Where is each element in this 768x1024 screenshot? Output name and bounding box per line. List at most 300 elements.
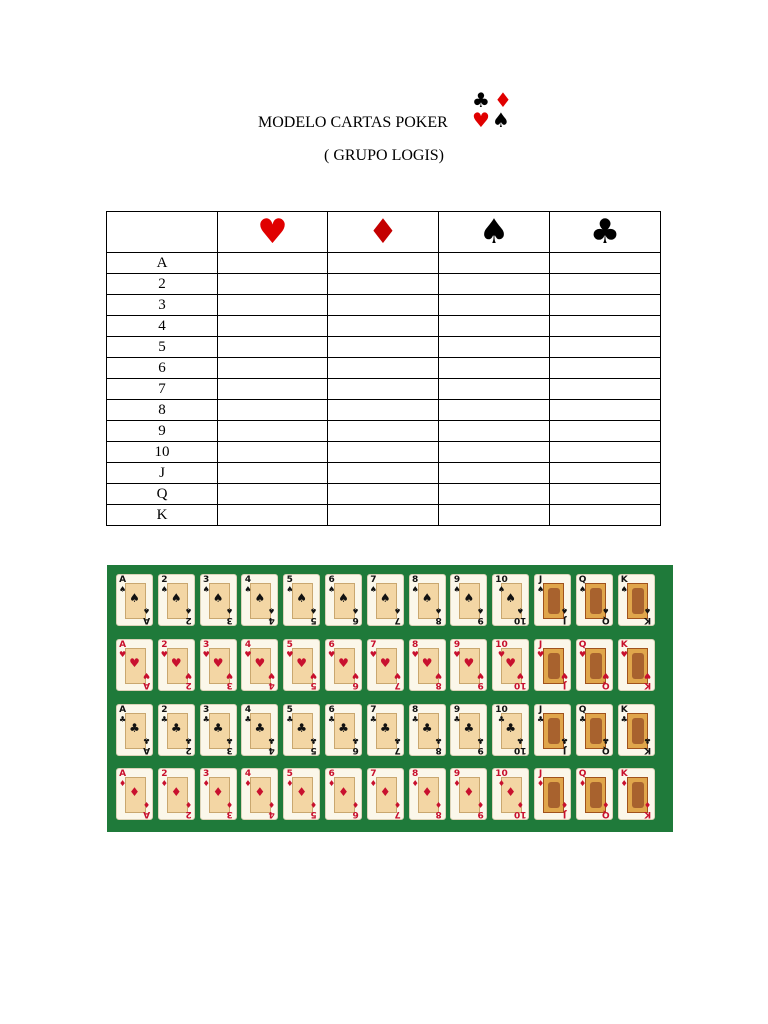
diamond-icon: ♦ <box>537 779 545 788</box>
card-rank: 4 <box>268 745 275 755</box>
card-rank: Q <box>578 575 587 585</box>
card-rank: 5 <box>310 809 317 819</box>
empty-cell <box>328 274 439 295</box>
card-corner-index <box>644 671 651 689</box>
table-row <box>107 505 661 526</box>
card-rank: 7 <box>394 680 401 690</box>
club-icon: ♣ <box>477 736 485 745</box>
rank-label: 6 <box>107 358 218 379</box>
playing-card <box>534 768 571 820</box>
card-corner-index <box>310 671 317 689</box>
spade-icon: ♠ <box>296 591 308 605</box>
card-corner-index <box>394 606 401 624</box>
card-corner-index <box>514 671 527 689</box>
heart-icon: ♥ <box>393 671 401 680</box>
heart-icon: ♥ <box>497 650 506 659</box>
spade-icon: ♠ <box>129 591 140 605</box>
heart-icon: ♥ <box>170 656 182 670</box>
card-corner-index <box>352 606 359 624</box>
club-icon: ♣ <box>497 715 506 724</box>
empty-cell <box>328 400 439 421</box>
diamond-icon: ♦ <box>453 779 461 788</box>
spade-icon: ♠ <box>142 606 150 615</box>
card-rank: 7 <box>394 745 401 755</box>
card-rank: 2 <box>161 769 168 779</box>
heart-icon: ♥ <box>184 671 192 680</box>
card-rank: J <box>562 809 567 819</box>
card-rank: Q <box>578 769 587 779</box>
card-rank: Q <box>578 640 587 650</box>
card-rank: 6 <box>352 745 359 755</box>
playing-card <box>492 639 529 691</box>
playing-card <box>534 574 571 626</box>
card-rank: 6 <box>328 640 335 650</box>
playing-card <box>283 574 320 626</box>
card-rank: A <box>142 745 150 755</box>
club-icon: ♣ <box>286 715 294 724</box>
card-corner-index <box>537 576 544 594</box>
playing-card <box>200 768 237 820</box>
card-rank: 3 <box>226 745 234 755</box>
empty-cell <box>550 484 661 505</box>
card-rank: 10 <box>513 680 527 690</box>
playing-card <box>325 704 362 756</box>
heart-icon: ♥ <box>463 656 475 670</box>
card-rank: J <box>538 640 543 650</box>
card-rank: 9 <box>453 575 461 585</box>
card-rank: Q <box>578 705 587 715</box>
table-row <box>107 421 661 442</box>
card-rank: J <box>562 745 567 755</box>
diamond-icon: ♦ <box>620 779 628 788</box>
playing-card <box>492 704 529 756</box>
card-corner-index <box>226 671 233 689</box>
rank-label: 2 <box>107 274 218 295</box>
diamond-icon: ♦ <box>477 800 485 809</box>
empty-cell <box>328 379 439 400</box>
spade-icon: ♠ <box>453 585 461 594</box>
diamond-icon: ♦ <box>560 800 568 809</box>
diamond-icon: ♦ <box>435 800 443 809</box>
diamond-icon: ♦ <box>602 800 610 809</box>
empty-cell <box>439 484 550 505</box>
card-corner-index <box>514 736 527 754</box>
playing-card <box>158 639 195 691</box>
card-rank: A <box>119 705 127 715</box>
diamond-icon: ♦ <box>338 785 349 799</box>
spade-icon: ♠ <box>435 606 443 615</box>
empty-cell <box>218 337 328 358</box>
suit-header-cell <box>328 212 439 253</box>
card-corner-index <box>514 606 527 624</box>
card-rank: A <box>142 680 150 690</box>
card-rank: 8 <box>435 615 443 625</box>
card-corner-index <box>477 606 484 624</box>
diamond-icon: ♦ <box>516 800 524 809</box>
club-icon: ♣ <box>338 721 349 735</box>
table-row <box>107 484 661 505</box>
club-icon: ♣ <box>310 736 318 745</box>
card-rank: 3 <box>203 640 210 650</box>
rank-label: 10 <box>107 442 218 463</box>
playing-card <box>367 704 404 756</box>
diamond-icon: ♦ <box>497 779 506 788</box>
card-corner-index <box>561 800 568 818</box>
heart-icon: ♥ <box>579 650 587 659</box>
card-rank: K <box>644 680 652 690</box>
card-rank: 4 <box>244 705 252 715</box>
playing-card <box>409 574 446 626</box>
card-corner-index <box>310 800 317 818</box>
empty-cell <box>439 295 550 316</box>
spade-icon: ♠ <box>328 585 336 594</box>
club-icon: ♣ <box>453 715 461 724</box>
card-corner-index <box>435 800 442 818</box>
card-corner-index <box>644 800 651 818</box>
diamond-icon: ♦ <box>328 779 336 788</box>
playing-card <box>450 704 487 756</box>
card-rank: J <box>538 769 543 779</box>
card-rank: 9 <box>453 769 461 779</box>
empty-cell <box>439 505 550 526</box>
heart-icon: ♥ <box>602 671 610 680</box>
card-rank: 4 <box>244 575 252 585</box>
card-corner-index <box>310 606 317 624</box>
spade-icon: ♠ <box>505 591 517 605</box>
rank-label: 5 <box>107 337 218 358</box>
card-rank: 3 <box>226 680 234 690</box>
card-rank: 3 <box>203 769 210 779</box>
diamond-icon: ♦ <box>202 779 210 788</box>
card-rank: Q <box>602 680 610 690</box>
empty-cell <box>439 421 550 442</box>
spade-icon: ♠ <box>170 591 182 605</box>
empty-cell <box>439 463 550 484</box>
card-rank: 10 <box>495 640 508 650</box>
card-corner-index <box>268 606 275 624</box>
playing-card <box>367 768 404 820</box>
card-rank: K <box>620 705 628 715</box>
diamond-icon: ♦ <box>494 88 512 112</box>
heart-icon: ♥ <box>119 650 127 659</box>
club-icon: ♣ <box>393 736 401 745</box>
heart-icon: ♥ <box>244 650 252 659</box>
card-rank: 6 <box>352 615 359 625</box>
playing-card <box>534 639 571 691</box>
spade-icon: ♠ <box>421 591 433 605</box>
page-subtitle: ( GRUPO LOGIS) <box>324 147 444 164</box>
card-rank: 9 <box>477 680 484 690</box>
card-rank: K <box>644 809 652 819</box>
card-rank: 4 <box>268 615 275 625</box>
diamond-icon: ♦ <box>268 800 276 809</box>
empty-cell <box>218 358 328 379</box>
heart-icon: ♥ <box>421 656 433 670</box>
spade-icon: ♠ <box>379 591 391 605</box>
card-rank: 6 <box>328 705 335 715</box>
card-rank: 4 <box>268 809 275 819</box>
card-rank: J <box>562 680 567 690</box>
rank-label: 7 <box>107 379 218 400</box>
card-rank: 7 <box>370 705 377 715</box>
card-rank: K <box>644 745 652 755</box>
playing-card <box>283 768 320 820</box>
club-icon: ♣ <box>129 721 140 735</box>
card-rank: 4 <box>244 769 252 779</box>
club-icon: ♣ <box>119 715 127 724</box>
card-rank: K <box>620 769 628 779</box>
empty-cell <box>550 295 661 316</box>
card-rank: 8 <box>435 680 443 690</box>
spade-icon: ♠ <box>560 606 568 615</box>
card-corner-index <box>435 606 442 624</box>
diamond-icon: ♦ <box>160 779 168 788</box>
empty-cell <box>328 505 439 526</box>
diamond-icon: ♦ <box>254 785 266 799</box>
playing-card <box>283 639 320 691</box>
empty-cell <box>328 253 439 274</box>
card-corner-index <box>602 671 610 689</box>
heart-icon: ♥ <box>160 650 168 659</box>
card-rank: 2 <box>161 705 168 715</box>
empty-cell <box>550 337 661 358</box>
playing-card <box>116 639 153 691</box>
card-corner-index <box>579 706 587 724</box>
table-row <box>107 337 661 358</box>
diamond-icon: ♦ <box>310 800 318 809</box>
card-rank: 2 <box>185 809 192 819</box>
diamond-icon: ♦ <box>184 800 192 809</box>
card-rank: 5 <box>286 575 293 585</box>
card-rank: A <box>142 809 150 819</box>
rank-label: 3 <box>107 295 218 316</box>
rank-label: 4 <box>107 316 218 337</box>
spade-icon: ♠ <box>369 585 377 594</box>
club-icon: ♣ <box>435 736 443 745</box>
card-corner-index <box>621 770 628 788</box>
spade-icon: ♠ <box>463 591 475 605</box>
empty-cell <box>328 358 439 379</box>
card-rank: 4 <box>244 640 252 650</box>
card-corner-index <box>537 706 544 724</box>
card-rank: 10 <box>513 745 527 755</box>
diamond-icon: ♦ <box>244 779 252 788</box>
card-corner-index <box>561 671 568 689</box>
card-corner-index <box>268 671 275 689</box>
card-rank: 7 <box>370 769 377 779</box>
club-icon: ♣ <box>328 715 336 724</box>
card-rank: K <box>620 640 628 650</box>
empty-cell <box>328 463 439 484</box>
card-corner-index <box>185 671 192 689</box>
empty-cell <box>218 379 328 400</box>
empty-cell <box>328 295 439 316</box>
spade-icon: ♠ <box>338 591 349 605</box>
spade-icon: ♠ <box>393 606 401 615</box>
club-icon: ♣ <box>560 736 568 745</box>
heart-icon: ♥ <box>472 108 490 132</box>
table-row <box>107 400 661 421</box>
empty-cell <box>439 379 550 400</box>
card-rank: 7 <box>370 575 377 585</box>
table-row <box>107 274 661 295</box>
card-corner-index <box>579 770 587 788</box>
playing-card <box>325 768 362 820</box>
card-rank: 3 <box>203 575 210 585</box>
diamond-icon: ♦ <box>505 785 517 799</box>
table-row <box>107 442 661 463</box>
club-icon: ♣ <box>369 715 377 724</box>
diamond-icon: ♦ <box>369 779 377 788</box>
table-row <box>107 295 661 316</box>
card-corner-index <box>226 736 233 754</box>
card-rank: 5 <box>286 705 293 715</box>
empty-cell <box>550 421 661 442</box>
empty-cell <box>328 421 439 442</box>
heart-icon: ♥ <box>202 650 210 659</box>
diamond-icon: ♦ <box>296 785 308 799</box>
title-row <box>0 88 768 138</box>
card-corner-index <box>394 800 401 818</box>
card-corner-index <box>561 606 568 624</box>
card-corner-index <box>644 606 651 624</box>
page-title: MODELO CARTAS POKER <box>258 114 448 131</box>
empty-cell <box>439 442 550 463</box>
card-corner-index <box>394 671 401 689</box>
card-rank: 6 <box>352 680 359 690</box>
card-rank: 9 <box>477 615 484 625</box>
playing-card <box>409 639 446 691</box>
diamond-icon: ♦ <box>212 785 224 799</box>
card-corner-index <box>185 800 192 818</box>
playing-card <box>241 639 278 691</box>
card-rank: 8 <box>412 575 419 585</box>
playing-card <box>116 704 153 756</box>
card-rank: 8 <box>412 640 419 650</box>
empty-cell <box>550 463 661 484</box>
heart-icon: ♥ <box>435 671 443 680</box>
heart-icon: ♥ <box>310 671 318 680</box>
spade-icon: ♠ <box>226 606 234 615</box>
spade-icon: ♠ <box>286 585 294 594</box>
rank-label: A <box>107 253 218 274</box>
club-icon: ♣ <box>170 721 182 735</box>
card-corner-index <box>352 736 359 754</box>
table-row <box>107 379 661 400</box>
card-corner-index <box>352 800 359 818</box>
card-rank: 2 <box>161 640 168 650</box>
spade-icon: ♠ <box>202 585 210 594</box>
empty-cell <box>550 379 661 400</box>
empty-cell <box>218 484 328 505</box>
spade-icon: ♠ <box>351 606 359 615</box>
card-corner-index <box>621 706 628 724</box>
club-icon: ♣ <box>142 736 150 745</box>
card-rank: 2 <box>161 575 168 585</box>
rank-label: K <box>107 505 218 526</box>
spade-icon: ♠ <box>620 585 628 594</box>
heart-icon: ♥ <box>379 656 391 670</box>
card-rank: 2 <box>185 745 192 755</box>
empty-cell <box>550 253 661 274</box>
playing-card <box>367 639 404 691</box>
club-icon: ♣ <box>537 715 545 724</box>
club-icon: ♣ <box>254 721 266 735</box>
diamond-icon: ♦ <box>579 779 587 788</box>
playing-card <box>618 639 655 691</box>
card-corner-index <box>435 736 442 754</box>
suit-header-cell <box>218 212 328 253</box>
heart-icon: ♥ <box>453 650 461 659</box>
heart-icon: ♥ <box>477 671 485 680</box>
diamond-icon: ♦ <box>379 785 391 799</box>
card-rank: 6 <box>328 769 335 779</box>
table-row <box>107 316 661 337</box>
diamond-icon: ♦ <box>286 779 294 788</box>
empty-cell <box>439 337 550 358</box>
playing-card <box>409 704 446 756</box>
card-rank: 5 <box>310 615 317 625</box>
card-rank: A <box>119 575 127 585</box>
card-rank: K <box>620 575 628 585</box>
playing-card <box>618 768 655 820</box>
playing-card <box>325 639 362 691</box>
card-rank: 10 <box>513 809 527 819</box>
card-rank: 3 <box>226 615 234 625</box>
card-corner-index <box>579 576 587 594</box>
card-corner-index <box>310 736 317 754</box>
card-rank: 9 <box>477 745 484 755</box>
card-rank: 10 <box>495 575 508 585</box>
spade-icon: ♠ <box>477 606 485 615</box>
playing-card <box>534 704 571 756</box>
empty-cell <box>218 505 328 526</box>
club-icon: ♣ <box>184 736 192 745</box>
card-rank: 8 <box>412 769 419 779</box>
empty-cell <box>328 316 439 337</box>
card-rank: 3 <box>226 809 234 819</box>
playing-card <box>325 574 362 626</box>
card-corner-index <box>537 770 544 788</box>
playing-card <box>158 768 195 820</box>
card-corner-index <box>143 736 150 754</box>
spade-icon: ♠ <box>602 606 610 615</box>
card-corner-index <box>621 576 628 594</box>
empty-cell <box>218 316 328 337</box>
empty-cell <box>550 358 661 379</box>
card-corner-index <box>226 800 233 818</box>
card-rank: 5 <box>286 769 293 779</box>
rank-label: Q <box>107 484 218 505</box>
club-icon: ♣ <box>602 736 610 745</box>
rank-label: J <box>107 463 218 484</box>
diamond-icon: ♦ <box>129 785 140 799</box>
card-rank: 5 <box>310 745 317 755</box>
empty-cell <box>218 295 328 316</box>
card-rank: 7 <box>394 809 401 819</box>
empty-cell <box>218 253 328 274</box>
card-corner-index <box>268 800 275 818</box>
spade-icon: ♠ <box>184 606 192 615</box>
heart-icon: ♥ <box>286 650 294 659</box>
card-rank: 9 <box>453 705 461 715</box>
playing-card <box>200 639 237 691</box>
playing-card <box>158 704 195 756</box>
spade-icon: ♠ <box>212 591 224 605</box>
card-rank: 2 <box>185 615 192 625</box>
card-corner-index <box>143 671 150 689</box>
heart-icon: ♥ <box>516 671 524 680</box>
